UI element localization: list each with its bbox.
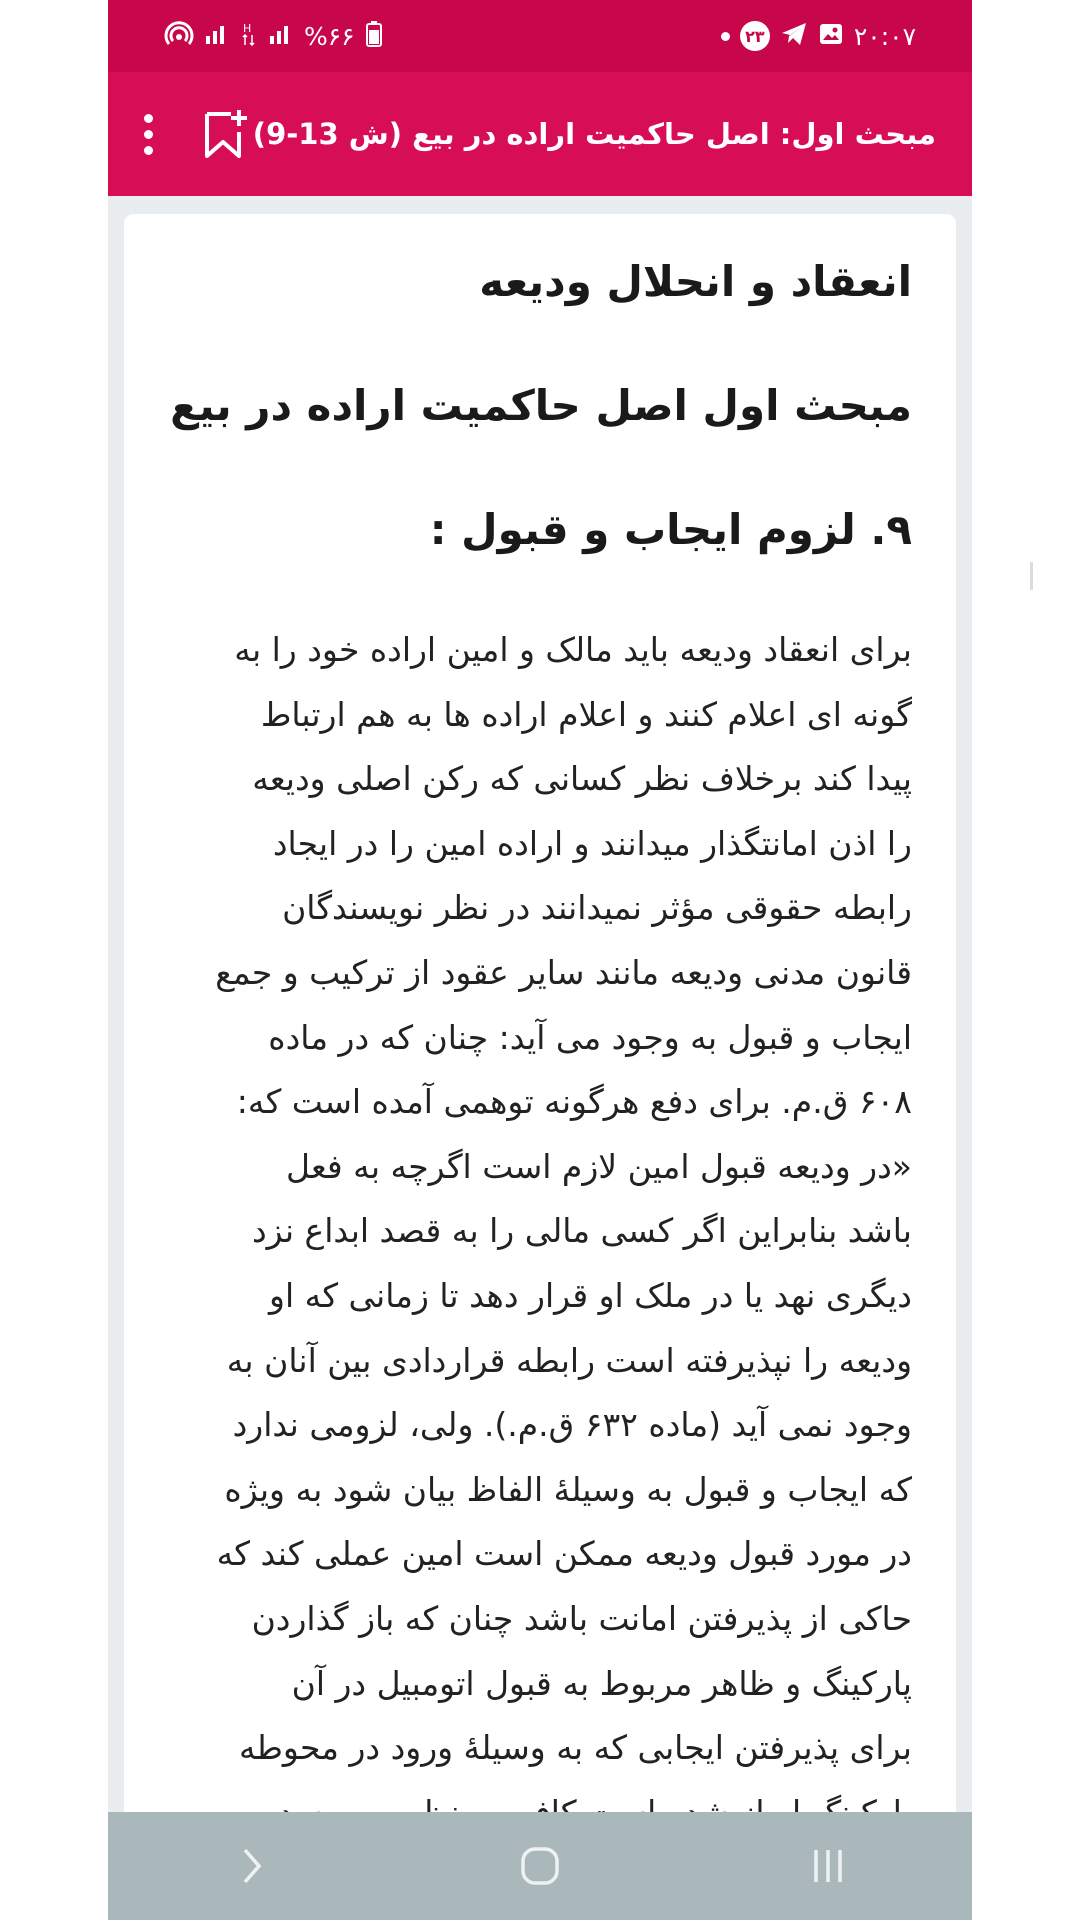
clock: ۲۰:۰۷ bbox=[853, 21, 916, 51]
add-bookmark-icon[interactable] bbox=[201, 102, 253, 166]
subsection-heading: مبحث اول اصل حاکمیت اراده در بیع bbox=[170, 381, 912, 430]
recent-apps-button[interactable] bbox=[788, 1826, 868, 1906]
signal-icon bbox=[204, 22, 230, 50]
paragraph-line: در مورد قبول ودیعه ممکن است امین عملی کند که bbox=[216, 1534, 912, 1574]
svg-text:H: H bbox=[243, 22, 252, 35]
paragraph-line: ایجاب و قبول به وجود می آید: چنان که در ماده bbox=[268, 1017, 912, 1057]
paragraph-line: حاکی از پذیرفتن امانت باشد چنان که باز گذاردن bbox=[251, 1598, 912, 1638]
signal-icon-2 bbox=[268, 22, 294, 50]
paragraph-line: «در ودیعه قبول امین لازم است اگرچه به فعل bbox=[285, 1146, 912, 1186]
paragraph-line: باشد بنابراین اگر کسی مالی را به قصد ابداع نزد bbox=[251, 1211, 912, 1251]
paragraph-line: که ایجاب و قبول به وسیلهٔ الفاظ بیان شود به ویژه bbox=[224, 1469, 912, 1509]
paragraph-line: ۶۰۸ ق.م. برای دفع هرگونه توهمی آمده است که: bbox=[236, 1082, 912, 1122]
status-bar-right bbox=[721, 21, 916, 51]
gallery-icon bbox=[818, 21, 844, 51]
battery-icon bbox=[365, 20, 383, 52]
paragraph-line: گونه ای اعلام کنند و اعلام اراده ها به هم ارتباط bbox=[260, 694, 912, 734]
hotspot-icon bbox=[164, 19, 194, 53]
paragraph-line: وجود نمی آید (ماده ۶۳۲ ق.م.). ولی، لزومی ندارد bbox=[232, 1405, 912, 1445]
paragraph-line: پیدا کند برخلاف نظر کسانی که رکن اصلی ودیعه bbox=[252, 759, 912, 799]
notification-dot-icon bbox=[721, 32, 730, 41]
paragraph-line: رابطه حقوقی مؤثر نمیدانند در نظر نویسندگان bbox=[282, 888, 912, 928]
notification-count-badge: ۲۳ bbox=[740, 21, 770, 51]
status-bar-left bbox=[164, 19, 383, 53]
scroll-indicator bbox=[1030, 562, 1033, 590]
paragraph-line: پارکینگ و ظاهر مربوط به قبول اتومبیل در آن bbox=[291, 1663, 912, 1703]
home-button[interactable] bbox=[500, 1826, 580, 1906]
paragraph-line: دیگری نهد یا در ملک او قرار دهد تا زمانی که او bbox=[269, 1275, 912, 1315]
paragraph-line: برای پذیرفتن ایجابی که به وسیلهٔ ورود در محوطه bbox=[238, 1728, 912, 1768]
paragraph-line: برای انعقاد ودیعه باید مالک و امین اراده خود را به bbox=[234, 630, 912, 669]
app-bar bbox=[108, 72, 972, 196]
item-heading: ۹. لزوم ایجاب و قبول : bbox=[429, 505, 912, 554]
page-title: مبحث اول: اصل حاکمیت اراده در بیع (ش 13-9) bbox=[252, 117, 936, 151]
section-heading: انعقاد و انحلال ودیعه bbox=[479, 257, 912, 306]
body-paragraph bbox=[160, 618, 912, 1845]
phone-screen bbox=[108, 0, 972, 1920]
paragraph-line: قانون مدنی ودیعه مانند سایر عقود از ترکیب و جمع bbox=[215, 952, 912, 992]
back-button[interactable] bbox=[212, 1826, 292, 1906]
content-card bbox=[124, 214, 956, 1834]
paragraph-line: ودیعه را نپذیرفته است رابطه قراردادی بین آنان به bbox=[226, 1340, 912, 1380]
telegram-icon bbox=[780, 21, 808, 51]
more-options-icon[interactable] bbox=[136, 104, 161, 164]
system-nav-bar bbox=[108, 1812, 972, 1920]
paragraph-line: را اذن امانتگذار میدانند و اراده امین را در ایجاد bbox=[272, 823, 912, 863]
battery-percent: %۶۶ bbox=[304, 21, 355, 51]
hplus-data-icon bbox=[240, 21, 258, 51]
status-bar bbox=[108, 0, 972, 72]
